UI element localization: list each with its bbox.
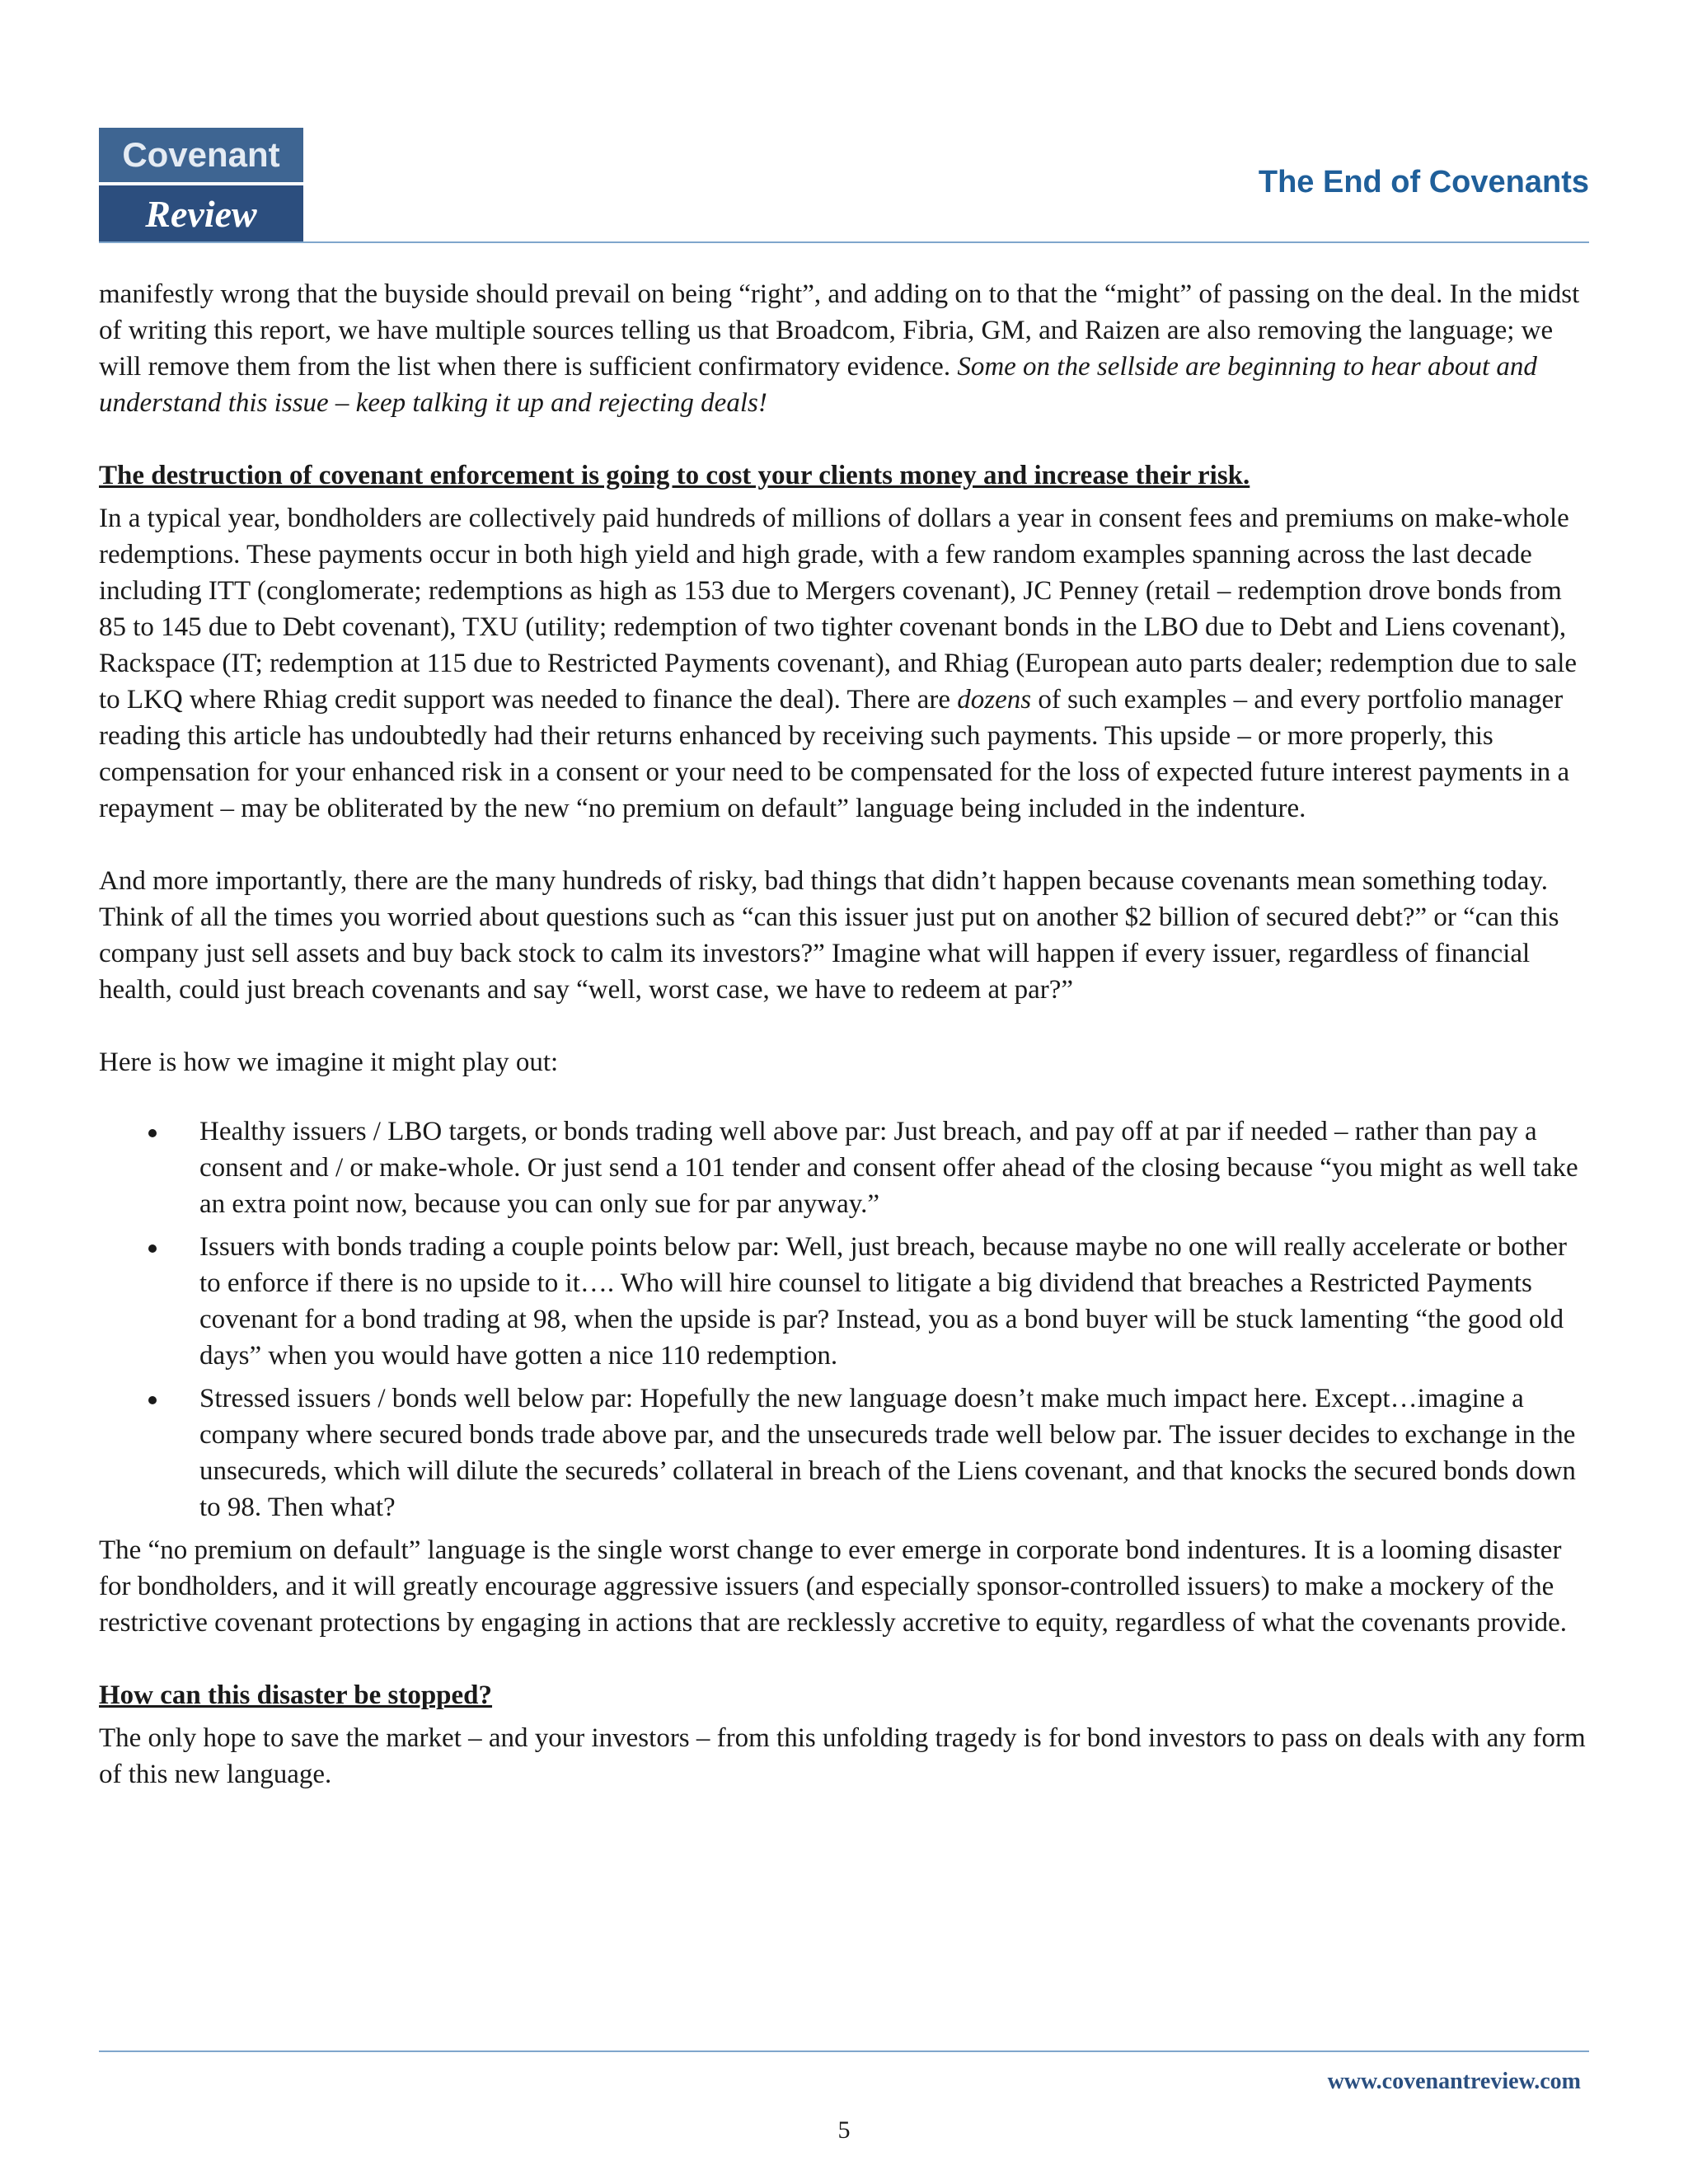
scenario-list [99,1113,1589,1526]
scenario-item-healthy: Healthy issuers / LBO targets, or bonds trading well above par: Just breach, and pay off at par if needed – rather than pay a consent and / or make-whole. Or just send a 101 tender and consent offer ahead of the closing because “you might as well take an extra point now, because you can only sue for par anyway.” [199,1113,1589,1222]
paragraph-payments-emphasis: dozens [957,685,1032,715]
paragraph-intro-text: manifestly wrong that the buyside should prevail on being “right”, and adding on to that the “might” of passing on the deal. In the midst of writing this report, we have multiple sources telling us that Broadcom, Fibria, GM, and Raizen are also removing the language; we will remove them from the list when there is sufficient confirmatory evidence. [99,279,1580,382]
footer-rule [99,2050,1589,2052]
footer-website-link[interactable]: www.covenantreview.com [1327,2069,1581,2094]
logo-bottom-text: Review [99,185,303,243]
paragraph-payments [99,500,1589,827]
page-number: 5 [837,2116,851,2144]
header-rule [99,241,1589,243]
paragraph-solution: The only hope to save the market – and your investors – from this unfolding tragedy is for bond investors to pass on deals with any form of this new language. [99,1723,1586,1789]
paragraph-conclusion: The “no premium on default” language is the single worst change to ever emerge in corporate bond indentures. It is a looming disaster for bondholders, and it will greatly encourage aggressive issuers (and especially sponsor-controlled issuers) to make a mockery of the restrictive covenant protections by engaging in actions that are recklessly accretive to equity, regardless of what the covenants provide. [99,1535,1568,1638]
paragraph-scenarios-intro: Here is how we imagine it might play out: [99,1047,559,1077]
paragraph-payments-text-a: In a typical year, bondholders are collectively paid hundreds of millions of dollars a year in consent fees and premiums on make-whole redemptions. These payments occur in both high yield and high grade, with a few random examples spanning across the last decade including ITT (conglomerate; redemptions as high as 153 due to Mergers covenant), JC Penney (retail – redemption drove bonds from 85 to 145 due to Debt covenant), TXU (utility; redemption of two tighter covenant bonds in the LBO due to Debt and Liens covenant), Rackspace (IT; redemption at 115 due to Restricted Payments covenant), and Rhiag (European auto parts dealer; redemption due to sale to LKQ where Rhiag credit support was needed to finance the deal). There are [99,504,1578,715]
article-body [99,276,1589,1793]
paragraph-intro [99,276,1589,421]
document-title: The End of Covenants [1258,165,1589,199]
scenario-item-stressed: Stressed issuers / bonds well below par: Hopefully the new language doesn’t make much impact here. Except…imagine a company where secured bonds trade above par, and the unsecureds trade well below par. The issuer decides to exchange in the unsecureds, which will dilute the secureds’ collateral in breach of the Liens covenant, and that knocks the secured bonds down to 98. Then what? [199,1380,1589,1526]
section-heading-cost: The destruction of covenant enforcement is going to cost your clients money and increase their risk. [99,461,1250,490]
section-heading-solution: How can this disaster be stopped? [99,1680,493,1710]
paragraph-risks: And more importantly, there are the many hundreds of risky, bad things that didn’t happen because covenants mean something today. Think of all the times you worried about questions such as “can this issuer just put on another $2 billion of secured debt?” or “can this company just sell assets and buy back stock to calm its investors?” Imagine what will happen if every issuer, regardless of financial health, could just breach covenants and say “well, worst case, we have to redeem at par?” [99,866,1559,1005]
paragraph-intro-emphasis: Some on the sellside are beginning to hear about and understand this issue – keep talking it up and rejecting deals! [99,352,1537,418]
logo-top-text: Covenant [99,128,303,182]
covenant-review-logo [99,128,303,243]
scenario-item-below-par: Issuers with bonds trading a couple points below par: Well, just breach, because maybe no one will really accelerate or bother to enforce if there is no upside to it…. Who will hire counsel to litigate a big dividend that breaches a Restricted Payments covenant for a bond trading at 98, when the upside is par? Instead, you as a bond buyer will be stuck lamenting “the good old days” when you would have gotten a nice 110 redemption. [199,1229,1589,1374]
paragraph-payments-text-b: of such examples – and every portfolio manager reading this article has undoubtedly had their returns enhanced by receiving such payments. This upside – or more properly, this compensation for your enhanced risk in a consent or your need to be compensated for the loss of expected future interest payments in a repayment – may be obliterated by the new “no premium on default” language being included in the indenture. [99,685,1570,823]
